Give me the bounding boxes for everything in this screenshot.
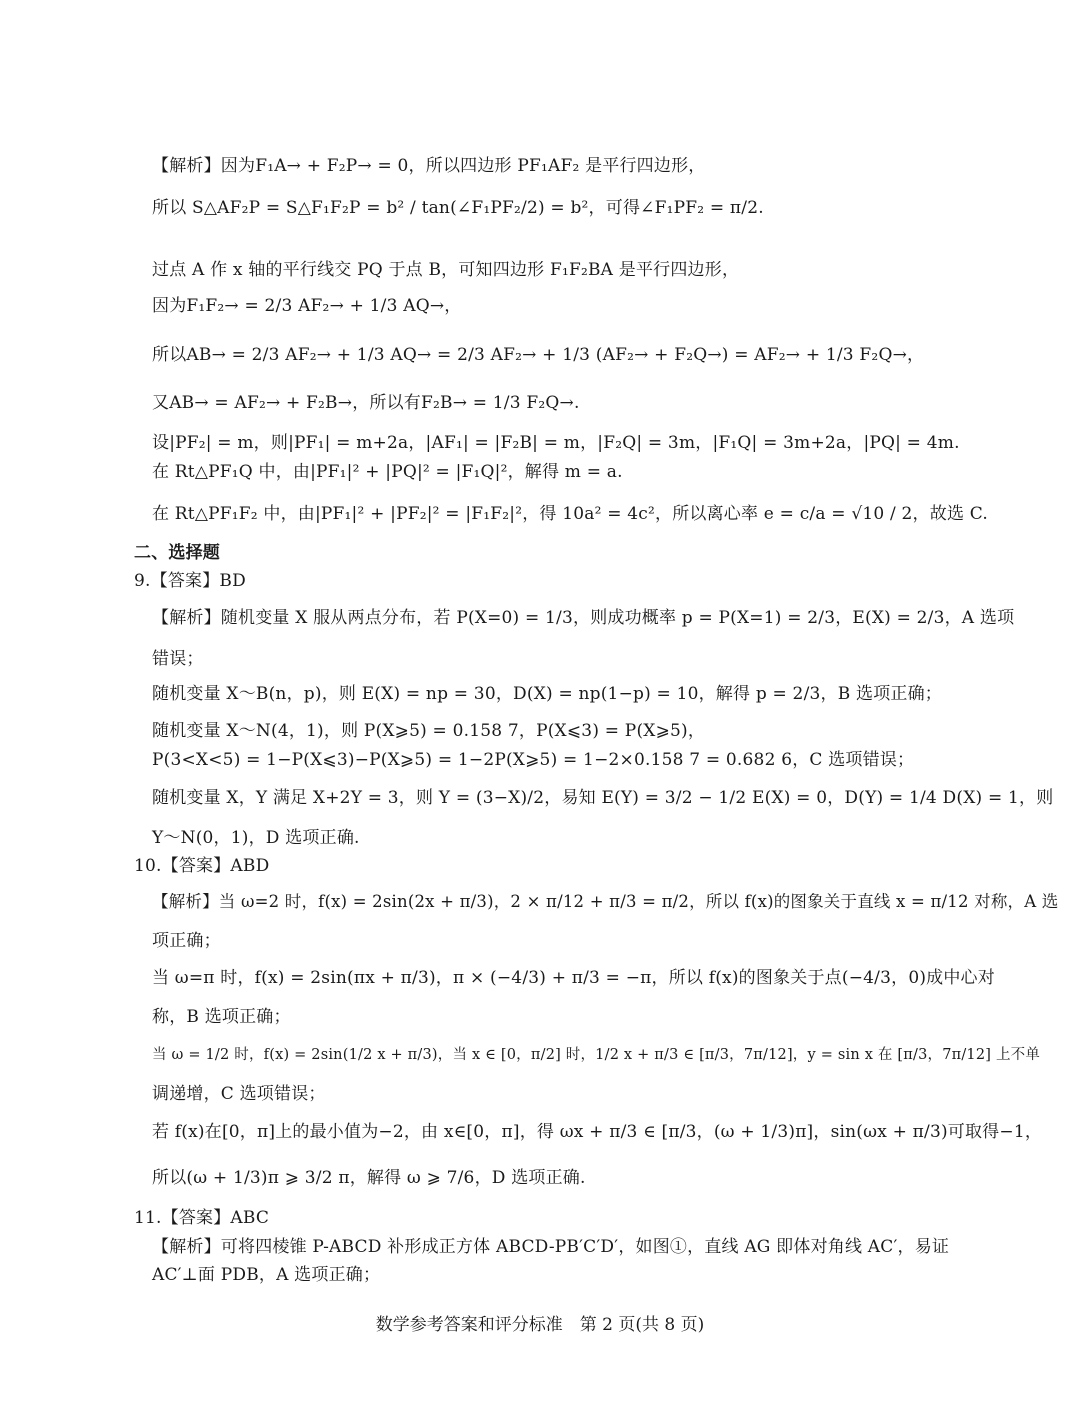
q10-line-2: 项正确； (152, 931, 221, 951)
q9-line-5: P(3<X<5) = 1−P(X⩽3)−P(X⩾5) = 1−2P(X⩾5) = 1−2×0.158 7 = 0.682 6，C 选项错误； (152, 750, 915, 770)
q10-line-7: 若 f(x)在[0，π]上的最小值为−2，由 x∈[0，π]，得 ωx + π/3 ∈ [π/3，(ω + 1/3)π]，sin(ωx + π/3)可取得−1， (152, 1122, 1043, 1142)
q11-line-1: 【解析】可将四棱锥 P-ABCD 补形成正方体 ABCD-PB′C′D′，如图①，直线 AG 即体对角线 AC′，易证 (152, 1237, 950, 1257)
prev-analysis-line-3: 过点 A 作 x 轴的平行线交 PQ 于点 B，可知四边形 F₁F₂BA 是平行四边形， (152, 260, 740, 280)
q10-line-4: 称，B 选项正确； (152, 1007, 291, 1027)
prev-analysis-line-2: 所以 S△AF₂P = S△F₁F₂P = b² / tan(∠F₁PF₂/2) = b²，可得∠F₁PF₂ = π/2. (152, 198, 764, 218)
q10-line-5: 当 ω = 1/2 时，f(x) = 2sin(1/2 x + π/3)，当 x ∈ [0，π/2] 时，1/2 x + π/3 ∈ [π/3，7π/12]，y = sin x 在 [π/3，7π/12] 上不单 (152, 1047, 1041, 1063)
q11-line-2: AC′⊥面 PDB，A 选项正确； (152, 1265, 381, 1285)
section-title: 二、选择题 (134, 543, 220, 563)
q10-line-8: 所以(ω + 1/3)π ⩾ 3/2 π，解得 ω ⩾ 7/6，D 选项正确. (152, 1168, 586, 1188)
q10-line-3: 当 ω=π 时，f(x) = 2sin(πx + π/3)，π × (−4/3) + π/3 = −π，所以 f(x)的图象关于点(−4/3，0)成中心对 (152, 968, 995, 988)
prev-analysis-line-1: 【解析】因为F₁A→ + F₂P→ = 0，所以四边形 PF₁AF₂ 是平行四边形， (152, 156, 706, 176)
q10-answer: 10.【答案】ABD (134, 856, 270, 876)
q11-answer: 11.【答案】ABC (134, 1208, 270, 1228)
q9-answer: 9.【答案】BD (134, 571, 246, 591)
prev-analysis-line-8: 在 Rt△PF₁Q 中，由|PF₁|² + |PQ|² = |F₁Q|²，解得 m = a. (152, 462, 623, 482)
prev-analysis-line-6: 又AB→ = AF₂→ + F₂B→，所以有F₂B→ = 1/3 F₂Q→. (152, 393, 580, 413)
q9-line-4: 随机变量 X～N(4，1)，则 P(X⩾5) = 0.158 7，P(X⩽3) = P(X⩾5)， (152, 721, 706, 741)
page-footer: 数学参考答案和评分标准 第 2 页(共 8 页) (375, 1315, 705, 1335)
q9-line-6: 随机变量 X，Y 满足 X+2Y = 3，则 Y = (3−X)/2，易知 E(Y) = 3/2 − 1/2 E(X) = 0，D(Y) = 1/4 D(X) = 1，则 (152, 788, 1054, 808)
q9-line-3: 随机变量 X～B(n，p)，则 E(X) = np = 30，D(X) = np(1−p) = 10，解得 p = 2/3，B 选项正确； (152, 684, 943, 704)
q9-line-2: 错误； (152, 649, 204, 669)
prev-analysis-line-5: 所以AB→ = 2/3 AF₂→ + 1/3 AQ→ = 2/3 AF₂→ + 1/3 (AF₂→ + F₂Q→) = AF₂→ + 1/3 F₂Q→， (152, 345, 925, 365)
prev-analysis-line-9: 在 Rt△PF₁F₂ 中，由|PF₁|² + |PF₂|² = |F₁F₂|²，得 10a² = 4c²，所以离心率 e = c/a = √10 / 2，故选 C. (152, 504, 988, 524)
prev-analysis-line-4: 因为F₁F₂→ = 2/3 AF₂→ + 1/3 AQ→， (152, 296, 462, 316)
prev-analysis-line-7: 设|PF₂| = m，则|PF₁| = m+2a，|AF₁| = |F₂B| = m，|F₂Q| = 3m，|F₁Q| = 3m+2a，|PQ| = 4m. (152, 433, 960, 453)
q9-line-1: 【解析】随机变量 X 服从两点分布，若 P(X=0) = 1/3，则成功概率 p = P(X=1) = 2/3，E(X) = 2/3，A 选项 (152, 608, 1015, 628)
q10-line-1: 【解析】当 ω=2 时，f(x) = 2sin(2x + π/3)，2 × π/12 + π/3 = π/2，所以 f(x)的图象关于直线 x = π/12 对称，A 选 (152, 892, 1059, 911)
q10-line-6: 调递增，C 选项错误； (152, 1084, 326, 1104)
q9-line-7: Y～N(0，1)，D 选项正确. (152, 828, 360, 848)
